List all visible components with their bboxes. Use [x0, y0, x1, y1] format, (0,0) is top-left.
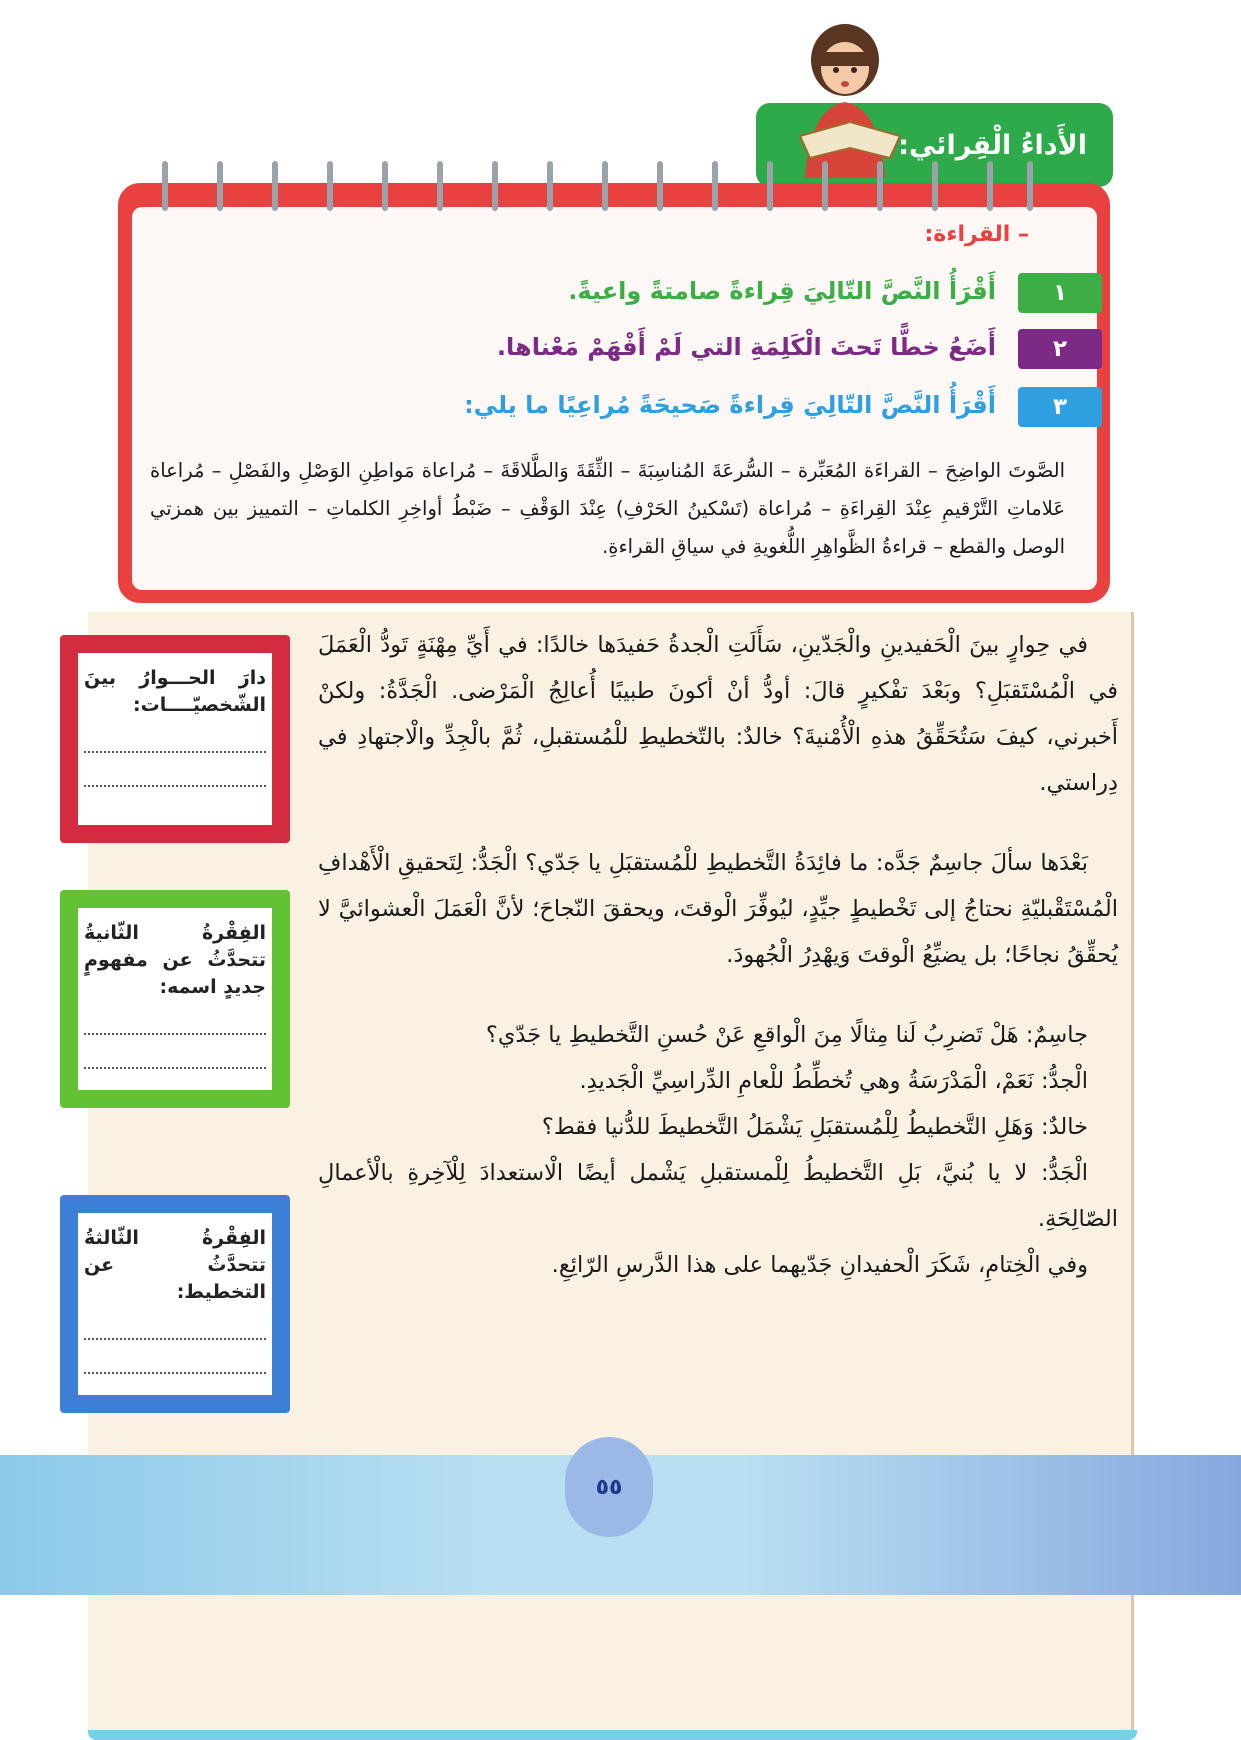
- note-label-new-concept: الفِقْرةُ الثّانيةُ تتحدَّثُ عن مفهومٍ جديدٍ اسمه:: [84, 922, 266, 998]
- section-title: الأَداءُ الْقِرائي:: [898, 129, 1087, 161]
- paragraph-5: خالدٌ: وَهَلِ التَّخطيطُ لِلْمُستقبَلِ يَشْمَلُ التَّخطيطَ للدُّنيا فقط؟: [541, 1114, 1088, 1140]
- paragraph-7: وفي الْخِتامِ، شَكَرَ الْحفيدانِ جَدّيهما على هذا الدَّرسِ الرّائِعِ.: [551, 1252, 1088, 1278]
- note-label-characters: دارَ الحـــوارُ بينَ الشّخصيّــــات:: [84, 667, 266, 716]
- reading-heading: – القراءة:: [924, 222, 1029, 247]
- page-number: ٥٥: [565, 1437, 653, 1537]
- note-frame-characters: [60, 635, 290, 843]
- answer-line[interactable]: [84, 1043, 266, 1069]
- reading-girl-illustration: [780, 18, 910, 178]
- answer-line[interactable]: [84, 727, 266, 753]
- paragraph-1: في حِوارٍ بينَ الْحَفيدينِ والْجَدّينِ، سَأَلَتِ الْجدةُ حَفيدَها خالدًا: في أَيِّ مِهْنَةٍ تَودُّ الْعَمَلَ في الْمُسْتَقبَلِ؟ وبَعْدَ تفْكيرٍ قالَ: أودُّ أنْ أكونَ طبيبًا أُعالِجُ الْمَرْضى. الْجَدَّةُ: ولكنْ أَخبرني، كيفَ سَتُحَقِّقُ هذهِ الْأُمْنيةَ؟ خالدٌ: بالتّخطيطِ للْمُستقبلِ، ثُمَّ بالْجِدِّ والْاجتهادِ في دِراستي.: [318, 632, 1118, 796]
- step-2-number: ٢: [1018, 329, 1102, 369]
- reading-passage: [318, 622, 1118, 1288]
- notebook-rings: [150, 158, 1050, 216]
- step-3-number: ٣: [1018, 387, 1102, 427]
- answer-line[interactable]: [84, 1348, 266, 1374]
- reading-guidelines: الصَّوتَ الواضِحَ – القراءَة المُعَبِّرة – السُّرعَةَ المُناسِبَةَ – الثِّقَةَ وَالطَّلاقَةَ – مُراعاة مَواطِنِ الوَصْلِ والفَصْلِ – مُراعاة عَلاماتِ التَّرْقيمِ عِنْدَ القِراءَةِ – مُراعاة (تَسْكينُ الحَرْفِ) عِنْدَ الوَقْفِ – ضَبْطُ أواخِرِ الكلماتِ – التمييز بين همزتي الوصل والقطع – قراءةُ الظَّواهِرِ اللُّغويةِ في سياقِ القراءةِ.: [150, 459, 1065, 558]
- note-frame-planning: [60, 1195, 290, 1413]
- step-1-text: أَقْرَأُ النَّصَّ التّالِيَ قِراءةً صامتةً واعيةً.: [568, 277, 996, 305]
- step-2-text: أَضَعُ خطًّا تَحتَ الْكَلِمَةِ التي لَمْ أَفْهَمْ مَعْناها.: [496, 333, 996, 361]
- paragraph-3: جاسِمٌ: هَلْ تَضرِبُ لَنا مِثالًا مِنَ الْواقعِ عَنْ حُسنِ التَّخطيطِ يا جَدّي؟: [485, 1022, 1088, 1048]
- paragraph-2: بَعْدَها سألَ جاسِمٌ جَدَّه: ما فائِدَةُ التَّخطيطِ للْمُستقبَلِ يا جَدّي؟ الْجَدُّ: لِتَحقيقِ الْأَهْدافِ الْمُسْتَقْبليّةِ نحتاجُ إلى تَخْطيطٍ جيِّدٍ، ليُوفِّرَ الْوقتَ، ويحققَ النّجاحَ؛ لأنَّ الْعَمَلَ الْعشوائيَّ لا يُحقِّقُ نجاحًا؛ بل يضيِّعُ الْوقتَ وَيهْدِرُ الْجُهودَ.: [318, 850, 1118, 968]
- note-label-planning: الفِقْرةُ الثّالثةُ تتحدَّثُ عن التخطيط:: [84, 1227, 266, 1303]
- answer-line[interactable]: [84, 1009, 266, 1035]
- answer-line[interactable]: [84, 1314, 266, 1340]
- step-1-number: ١: [1018, 273, 1102, 313]
- answer-line[interactable]: [84, 761, 266, 787]
- paragraph-6: الْجَدُّ: لا يا بُنيَّ، بَلِ التَّخطيطُ لِلْمستقبلِ يَشْمل أيضًا الْاستعدادَ لِلْآخِرةِ بالْأعمالِ الصّالِحَةِ.: [318, 1160, 1118, 1232]
- step-3-text: أَقْرَأُ النَّصَّ التّالِيَ قِراءةً صَحيحَةً مُراعِيًا ما يلي:: [464, 391, 996, 419]
- note-frame-new-concept: [60, 890, 290, 1108]
- paragraph-4: الْجدُّ: نَعَمْ، الْمَدْرَسَةُ وهي تُخطِّطُ للْعامِ الدِّراسِيِّ الْجَديدِ.: [579, 1068, 1088, 1094]
